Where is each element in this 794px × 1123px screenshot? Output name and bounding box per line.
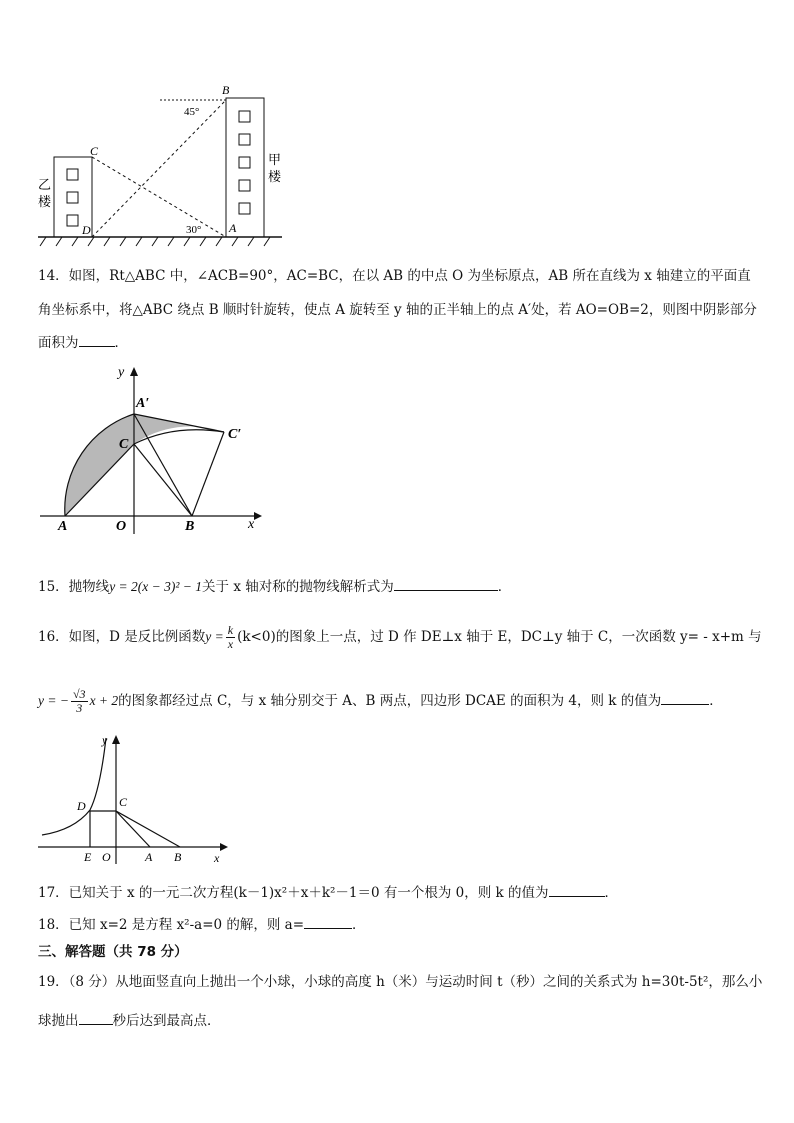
label-yi-2: 楼 <box>38 195 52 210</box>
q16-fraction-sqrt3-3: $\frac{√3}{3}$ <box>72 687 86 715</box>
q14-line3 <box>38 332 128 353</box>
axis-label-x: x <box>248 517 255 532</box>
window <box>239 157 250 168</box>
label-a: A <box>145 850 153 864</box>
segment-ca <box>116 811 150 847</box>
q18 <box>38 914 366 935</box>
q15-prefix: 15．抛物线 <box>38 579 110 595</box>
q17-text: 17．已知关于 x 的一元二次方程(k－1)x²＋x＋k²－1＝0 有一个根为 0，则 k 的值为 <box>38 885 549 901</box>
q16-l1-a: 16．如图，D 是反比例函数 <box>38 629 206 645</box>
section-title: 三、解答题（共 78 分） <box>38 944 188 960</box>
q14-line1: 14．如图，Rt△ABC 中，∠ACB=90°，AC=BC，在以 AB 的中点 O 为坐标原点，AB 所在直线为 x 轴建立的平面直 <box>38 268 751 284</box>
axis-label-x: x <box>214 851 220 865</box>
q16-line1 <box>38 622 762 652</box>
building-angle-figure <box>30 80 290 250</box>
label-c: C <box>90 144 99 158</box>
window <box>239 203 250 214</box>
hyperbola-curve <box>42 738 106 835</box>
answer-blank[interactable] <box>79 332 115 347</box>
axis-label-y: y <box>102 733 108 747</box>
q16-l2-y: y = − <box>38 693 69 708</box>
sight-line-db <box>92 100 226 237</box>
x-arrow <box>220 843 228 851</box>
label-e: E <box>84 850 92 864</box>
segment-cb <box>116 811 180 847</box>
x-arrow <box>254 512 262 520</box>
q19-line1: 19．（8 分）从地面竖直向上抛出一个小球，小球的高度 h（米）与运动时间 t（秒）之间的关系式为 h=30t-5t²，那么小 <box>38 974 763 990</box>
hyperbola-figure <box>34 730 234 870</box>
label-c: C <box>119 437 129 452</box>
q16-end: ． <box>709 693 723 709</box>
label-a-prime: A′ <box>136 396 150 411</box>
q16-l1-b: (k<0)的图象上一点，过 D 作 DE⊥x 轴于 E，DC⊥y 轴于 C，一次函数 y= - x+m 与 <box>237 629 762 645</box>
q16-fraction-k-x: $\frac{k}{x}$ <box>227 623 234 651</box>
q19-line2 <box>38 1010 221 1031</box>
answer-blank[interactable] <box>79 1010 113 1025</box>
y-arrow <box>130 367 138 376</box>
label-b: B <box>174 850 182 864</box>
label-45: 45° <box>184 106 200 118</box>
label-c: C <box>119 795 128 809</box>
label-jia-1: 甲 <box>268 153 282 168</box>
q19-l2-a: 球抛出 <box>38 1013 79 1029</box>
answer-blank[interactable] <box>549 882 605 897</box>
q17 <box>38 882 618 903</box>
q16-l2-b: x + 2 <box>89 693 119 708</box>
q19-l2-b: 秒后达到最高点． <box>112 1013 221 1029</box>
axis-label-y: y <box>118 365 125 380</box>
window <box>67 169 78 180</box>
ground-hatching <box>40 237 270 246</box>
answer-blank[interactable] <box>394 576 498 591</box>
y-arrow <box>112 735 120 744</box>
q18-end: ． <box>352 917 366 933</box>
label-o: O <box>116 519 127 534</box>
label-d: D <box>82 223 91 237</box>
label-a: A <box>229 221 237 235</box>
q14-end: ． <box>114 335 128 351</box>
q15-end: ． <box>497 579 512 595</box>
rotation-figure <box>34 362 264 537</box>
sight-line-ca <box>92 157 226 237</box>
window <box>239 134 250 145</box>
label-b: B <box>222 83 230 97</box>
window <box>67 192 78 203</box>
label-jia-2: 楼 <box>268 170 282 185</box>
q16-l2-c: 的图象都经过点 C，与 x 轴分别交于 A、B 两点，四边形 DCAE 的面积为 4，则 k 的值为 <box>118 693 662 709</box>
q18-text: 18．已知 x=2 是方程 x²-a=0 的解，则 a= <box>38 917 305 933</box>
q15 <box>38 576 511 597</box>
q15-suffix: 关于 x 轴对称的抛物线解析式为 <box>202 579 394 595</box>
segment-cprime-b <box>192 432 224 516</box>
label-a: A <box>58 519 68 534</box>
q14-line2: 角坐标系中，将△ABC 绕点 B 顺时针旋转，使点 A 旋转至 y 轴的正半轴上的点 A′处，若 AO=OB=2，则图中阴影部分 <box>38 302 757 318</box>
label-b: B <box>185 519 195 534</box>
q15-expression: y = 2(x − 3)² − 1 <box>109 579 203 594</box>
q17-end: ． <box>604 885 619 901</box>
q16-line2 <box>38 686 723 716</box>
segment-cb <box>134 444 192 516</box>
window <box>67 215 78 226</box>
answer-blank[interactable] <box>661 690 709 705</box>
label-d: D <box>77 799 86 813</box>
label-30: 30° <box>186 224 202 236</box>
window <box>239 180 250 191</box>
answer-blank[interactable] <box>304 914 352 929</box>
window <box>239 111 250 122</box>
label-o: O <box>102 850 111 864</box>
q14-text: 面积为 <box>38 335 79 351</box>
label-c-prime: C′ <box>228 427 242 442</box>
q16-l1-y: y = <box>205 629 224 644</box>
label-yi-1: 乙 <box>38 178 52 193</box>
